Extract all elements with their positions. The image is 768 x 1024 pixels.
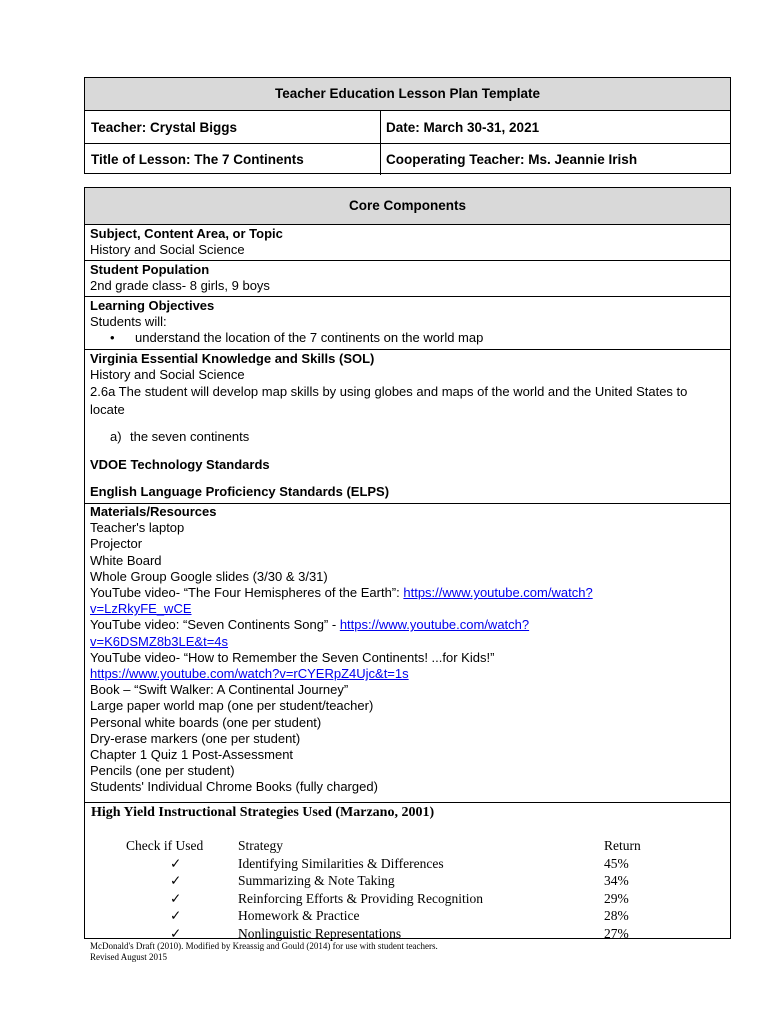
subject-text: History and Social Science [90,242,245,258]
subject-heading: Subject, Content Area, or Topic [90,226,283,241]
sol-heading: Virginia Essential Knowledge and Skills (SOL) [90,351,375,366]
material-item: Chapter 1 Quiz 1 Post-Assessment [90,747,294,763]
cooperating-teacher: Cooperating Teacher: Ms. Jeannie Irish [380,144,730,175]
video1-link-cont[interactable]: v=LzRkyFE_wCE [90,601,192,617]
lesson-date: Date: March 30-31, 2021 [380,111,730,143]
material-item-video3 [90,650,725,682]
vdoe-heading: VDOE Technology Standards [90,456,270,472]
sub-item-marker: a) [110,429,122,445]
objectives-list-item [90,330,725,346]
footer [90,941,438,963]
material-item: Large paper world map (one per student/teacher) [90,698,374,714]
objectives-heading: Learning Objectives [90,298,215,313]
material-item: Dry-erase markers (one per student) [90,730,301,746]
objective-text: understand the location of the 7 continents on the world map [135,330,484,346]
strategy-name: Summarizing & Note Taking [238,873,395,888]
strategy-return: 34% [604,873,629,888]
header-table [84,77,731,174]
check-mark: ✓ [170,873,182,888]
teacher-name: Teacher: Crystal Biggs [91,119,238,135]
subject-section [85,224,730,260]
video2-link-cont[interactable]: v=K6DSMZ8b3LE&t=4s [90,633,229,649]
video2-text: YouTube video: “Seven Continents Song” - [90,617,340,633]
population-heading: Student Population [90,262,210,277]
strategy-row [90,925,725,943]
strategy-row [90,872,725,890]
sol-section [85,349,730,503]
material-item: Projector [90,536,143,552]
strategy-name: Identifying Similarities & Differences [238,855,444,871]
lesson-title: Title of Lesson: The 7 Continents [91,152,304,167]
video1-text: YouTube video- “The Four Hemispheres of the Earth”: [90,585,404,601]
material-item: Whole Group Google slides (3/30 & 3/31) [90,568,328,584]
footer-line-1: McDonald's Draft (2010). Modified by Kreassig and Gould (2014) for use with student teachers. [90,941,438,951]
sol-subject: History and Social Science [90,367,245,383]
materials-section [85,503,730,802]
col-return-header: Return [604,838,641,853]
material-item: White Board [90,552,162,568]
material-item: Teacher's laptop [90,520,185,536]
col-strategy-header: Strategy [238,838,283,853]
material-item: Personal white boards (one per student) [90,714,322,730]
strategies-header-row [90,837,725,855]
video2-link[interactable]: https://www.youtube.com/watch? [339,617,530,633]
population-section [85,260,730,296]
strategy-name: Homework & Practice [238,908,360,923]
sub-item-text: the seven continents [130,429,250,445]
check-mark: ✓ [170,908,182,923]
strategy-row [90,907,725,925]
footer-line-2: Revised August 2015 [90,952,168,962]
material-item: Students' Individual Chrome Books (fully charged) [90,779,378,795]
strategy-row [90,855,725,873]
materials-heading: Materials/Resources [90,504,217,519]
strategies-section [85,802,730,946]
sol-sub-item [90,429,725,445]
strategies-table [90,837,725,942]
elps-heading: English Language Proficiency Standards (ELPS) [90,483,390,499]
header-title: Teacher Education Lesson Plan Template [85,78,730,110]
strategy-return: 28% [604,908,629,923]
video3-link[interactable]: https://www.youtube.com/watch?v=rCYERpZ4Ujc&t=1s [90,666,409,682]
video3-text: YouTube video- “How to Remember the Seven Continents! ...for Kids!” [90,649,495,665]
material-item: Pencils (one per student) [90,763,235,779]
check-mark: ✓ [170,890,182,906]
sol-standard: 2.6a The student will develop map skills by using globes and maps of the world and the United States to locate [90,384,688,418]
strategy-name: Nonlinguistic Representations [238,925,402,941]
strategy-return: 27% [604,925,629,941]
objectives-section [85,296,730,349]
strategy-return: 45% [604,855,629,871]
check-mark: ✓ [170,855,182,871]
material-item-video2 [90,617,725,649]
material-item-video1 [90,585,725,617]
core-components-table [84,187,731,939]
core-components-title: Core Components [85,188,730,224]
strategy-return: 29% [604,890,629,906]
objectives-intro: Students will: [90,314,167,330]
bullet: • [110,330,115,346]
check-mark: ✓ [170,925,182,941]
col-check-header: Check if Used [126,838,204,853]
strategy-row [90,890,725,908]
strategies-heading: High Yield Instructional Strategies Used (Marzano, 2001) [91,805,435,820]
material-item: Book – “Swift Walker: A Continental Journey” [90,682,349,698]
population-text: 2nd grade class- 8 girls, 9 boys [90,278,270,294]
video1-link[interactable]: https://www.youtube.com/watch? [403,585,593,601]
strategy-name: Reinforcing Efforts & Providing Recognition [238,890,483,906]
